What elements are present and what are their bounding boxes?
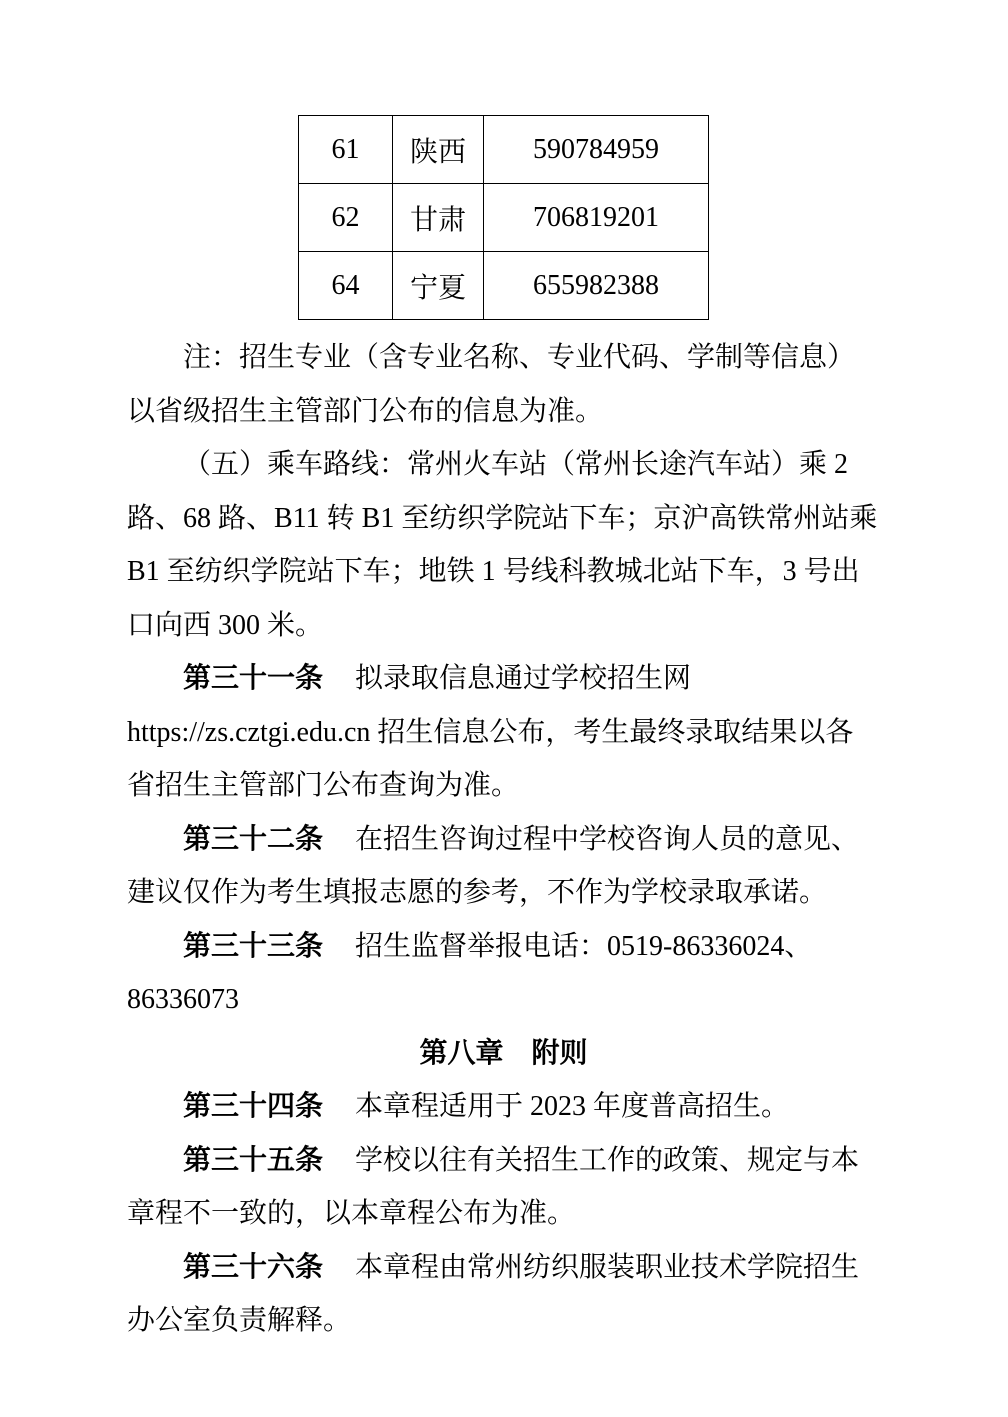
article-32-label: 第三十二条	[183, 823, 324, 855]
note-text: 注：招生专业（含专业名称、专业代码、学制等信息）以省级招生主管部门公布的信息为准。	[127, 342, 856, 427]
code-cell: 655982388	[484, 252, 709, 320]
article-34-body: 本章程适用于 2023 年度普高招生。	[355, 1091, 790, 1122]
province-cell: 宁夏	[393, 252, 484, 320]
province-cell: 陕西	[393, 116, 484, 184]
document-content	[127, 115, 880, 1348]
article-31-paragraph	[127, 652, 880, 813]
chapter-8-heading: 第八章 附则	[419, 1037, 588, 1069]
bus-route-paragraph	[127, 438, 880, 652]
table-row	[299, 116, 709, 184]
bus-route-text: （五）乘车路线：常州火车站（常州长途汽车站）乘 2 路、68 路、B11 转 B1 至纺织学院站下车；京沪高铁常州站乘 B1 至纺织学院站下车；地铁 1 号线科教城北站下车，3 号出口向西 300 米。	[127, 449, 878, 641]
article-33-paragraph	[127, 920, 880, 1027]
article-36-body: 本章程由常州纺织服装职业技术学院招生办公室负责解释。	[127, 1251, 860, 1336]
province-codes-table	[298, 115, 709, 320]
row-number-cell: 64	[299, 252, 393, 320]
article-34-label: 第三十四条	[183, 1091, 324, 1122]
article-31-body: 拟录取信息通过学校招生网 https://zs.cztgi.edu.cn 招生信息公布，考生最终录取结果以各省招生主管部门公布查询为准。	[127, 663, 854, 801]
article-35-paragraph	[127, 1134, 880, 1241]
article-31-label: 第三十一条	[183, 663, 324, 694]
table-row	[299, 252, 709, 320]
province-cell: 甘肃	[393, 184, 484, 252]
article-36-paragraph	[127, 1241, 880, 1348]
article-32-paragraph	[127, 813, 880, 920]
row-number-cell: 62	[299, 184, 393, 252]
article-35-body: 学校以往有关招生工作的政策、规定与本章程不一致的，以本章程公布为准。	[127, 1144, 860, 1229]
row-number-cell: 61	[299, 116, 393, 184]
article-32-body: 在招生咨询过程中学校咨询人员的意见、建议仅作为考生填报志愿的参考，不作为学校录取承诺。	[127, 823, 860, 908]
note-paragraph	[127, 331, 880, 438]
table-row	[299, 184, 709, 252]
article-36-label: 第三十六条	[183, 1251, 324, 1283]
article-33-label: 第三十三条	[183, 930, 324, 962]
code-cell: 706819201	[484, 184, 709, 252]
article-34-paragraph	[127, 1080, 880, 1134]
article-35-label: 第三十五条	[183, 1144, 324, 1176]
article-33-body: 招生监督举报电话：0519-86336024、86336073	[127, 930, 813, 1015]
code-cell: 590784959	[484, 116, 709, 184]
